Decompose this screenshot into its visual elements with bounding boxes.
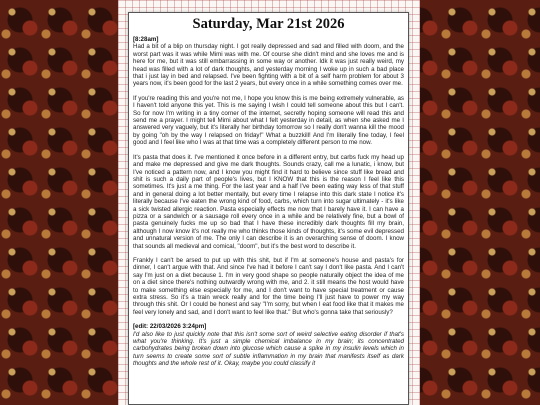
entry-timestamp: [8:28am] bbox=[133, 36, 159, 43]
entry-paragraph-3: It's pasta that does it. I've mentioned it once before in a different entry, but carbs fuck my head up and make me depressed and give me dark thoughts. Sounds crazy, call me a lunatic, i know, but I've noticed a pattern now, and I know you might find it hard to believe since stuff like bread and shit is such a daily part of people's lives, but I KNOW that this is the reason I feel like this sometimes. It's just a me thing. For the last year and a half I've been eating way less of that stuff and in general doing a lot better mentally, but every time I relapse into this dark state I notice it's literally because I've eaten the wrong kind of food, carbs, which turn into sugar ultimately - it's like a sick twisted allergic reaction. Pasta especially effects me now that I barely have it. I can have a pizza or a sandwich or a sausage roll every once in a while and be relatively fine, but a bowl of pasta genuinely fucks me up so bad that I have these incredibly dark thoughts fill my brain, although I now know it's not really me who thinks those kinds of thoughts, it's some evil depressed and unnatural version of me. The only I can describe it is an overarching sense of doom. I know that sounds all medieval and comical, "doom", but it's the best word to describe it. bbox=[133, 153, 404, 250]
entry-paragraph-1: Had a bit of a blip on thursday night. I got really depressed and sad and filled with doom, and the worst part was it was while Mimi was with me. Of course she didn't mind and she loves me and is here for me, but it was still embarrassing in some way or another. Idk it was just really weird, my head was filled with a lot of dark thoughts, and yesterday morning I woke up in such a bad place that i just lay in bed and relapsed. I've been fighting with a bit of a self harm problem for about 3 years now, it's been good for the last 2 years, but every once in a while something comes over me. bbox=[133, 43, 404, 88]
edit-timestamp: [edit: 22/03/2026 3:24pm] bbox=[133, 323, 207, 331]
entry-paragraph-4: Frankly I can't be arsed to put up with this shit, but if I'm at someone's house and pasta's for dinner, I can't argue with that. And since I've had it before I can't say I don't like pasta. And I can't say I'm just on a diet because 1. I'm in very good shape so people naturally object the idea of me on a diet since there's nothing outwardly wrong with me, and 2. it still means the host would have to make something else especially for me, and I don't want to have special treatment or cause extra stress. So it's a train wreck really and for the time being I'll just have to power my way through this shit. Or I could be honest and say "I'm sorry, but when I eat food like that it makes me feel very lonely and sad, and I don't want to feel like that." But who's gonna take that seriously? bbox=[133, 256, 404, 316]
entry-paragraph-2: If you're reading this and you're not me, I hope you know this is me being extremely vulnerable, as I haven't told anyone this yet. This is me saying I wish I could tell someone about this but I can't. So for now I'm writing in a tiny corner of the internet, secretly hoping someone will read this and send me a prayer. I might tell Mimi about what I felt yesterday in detail, as when she asked me I answered very vaguely, but it's literally her birthday tomorrow so I really don't wanna kill the mood by going "oh by the way I relapsed on friday!" What a buzzkill! And I'm literally fine today, I feel good and I feel like who I was at that time was a completely different person to me now. bbox=[133, 94, 404, 147]
edit-paragraph: I'd also like to just quickly note that this isn't some sort of weird selective eating disorder if that's what you're thinking. It's just a simple chemical imbalance in my brain; its concentrated carbohydrates being broken down into glucose which cause a spike in my insulin levels which in turn seems to create some sort of subtle inflammation in my brain that manifests itself as dark thoughts and the whole rest of it. Okay, maybe you could classify it bbox=[133, 330, 404, 368]
journal-entry-panel[interactable] bbox=[128, 12, 409, 405]
page-title: Saturday, Mar 21st 2026 bbox=[192, 16, 345, 32]
